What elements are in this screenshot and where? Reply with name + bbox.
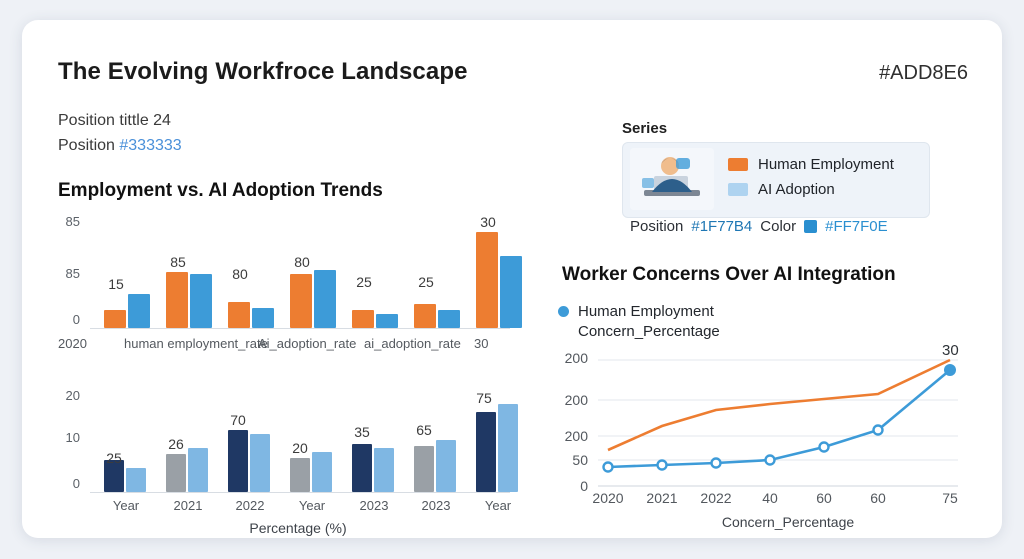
bar-b-light-1 (126, 468, 146, 492)
bar-b-dark-4 (290, 458, 310, 492)
bar-human-3 (228, 302, 250, 328)
legend-label-human: Human Employment (758, 156, 894, 173)
chart-a-cat-0: 2020 (58, 336, 87, 351)
chart-c-xtick-2: 2022 (700, 490, 732, 506)
bar-b-dark-7 (476, 412, 496, 492)
bar-human-1 (104, 310, 126, 328)
chart-b-xaxis (90, 492, 510, 493)
chart-c-xtick-6: 75 (942, 490, 958, 506)
chart-a-cat-2: Ai_adoption_rate (258, 336, 357, 351)
legend-entry-ai[interactable] (728, 181, 894, 198)
chart-b-label-2: 70 (230, 412, 246, 428)
legend-label-ai: AI Adoption (758, 181, 835, 198)
bar-human-6 (414, 304, 436, 328)
bar-ai-4 (314, 270, 336, 328)
position-hex-value: #333333 (119, 137, 182, 154)
bar-human-2 (166, 272, 188, 328)
bar-ai-2 (190, 274, 212, 328)
legend-color-label: Color (760, 218, 797, 235)
chart-b-label-4: 35 (354, 424, 370, 440)
legend-position-hex: #1F77B4 (691, 218, 753, 235)
page-title: The Evolving Workfroce Landscape (58, 58, 468, 85)
legend-swatch-ai-icon (728, 183, 748, 196)
chart-c-xtick-5: 60 (870, 490, 886, 506)
legend-position-label: Position (630, 218, 684, 235)
chart-a-label-0: 15 (108, 276, 124, 292)
chart-c-ytick-2: 200 (564, 428, 588, 444)
chart-a-label-2: 80 (232, 266, 248, 282)
chart-b-label-1: 26 (168, 436, 184, 452)
chart-b-xtick-5: 2023 (421, 498, 451, 513)
chart-a-cat-3: ai_adoption_rate (364, 336, 461, 351)
bar-human-5 (352, 310, 374, 328)
chart-c-legend-line2: Concern_Percentage (578, 323, 720, 340)
chart-b-ytick-0: 0 (72, 476, 80, 491)
chart-a-ytick-0: 0 (72, 312, 80, 327)
legend-color-hex: #FF7F0E (825, 218, 888, 235)
chart-c-legend[interactable] (558, 302, 720, 342)
chart-c-ytick-3: 200 (564, 392, 588, 408)
legend-color-swatch-icon (804, 220, 817, 233)
worker-illustration-icon (630, 148, 714, 210)
legend-entry-human[interactable] (728, 156, 894, 173)
bar-b-light-5 (374, 448, 394, 492)
bar-human-4 (290, 274, 312, 328)
bar-b-dark-2 (166, 454, 186, 492)
chart-b-ytick-2: 20 (65, 388, 80, 403)
chart-a-label-1: 85 (170, 254, 186, 270)
chart-b-xtick-4: 2023 (359, 498, 389, 513)
chart-b-xtick-3: Year (298, 498, 326, 513)
bar-b-dark-3 (228, 430, 248, 492)
chart-b-bars (90, 378, 510, 492)
chart-a-label-6: 30 (480, 214, 496, 230)
chart-c-ytick-0: 0 (580, 478, 588, 494)
legend-swatch-human-icon (728, 158, 748, 171)
position-label: Position (58, 137, 120, 154)
chart-b-xaxis-title: Percentage (%) (249, 520, 347, 536)
chart-a-label-3: 80 (294, 254, 310, 270)
chart-b-label-3: 20 (292, 440, 308, 456)
chart-c-ytick-1: 50 (572, 452, 588, 468)
chart-b-xtick-0: Year (112, 498, 140, 513)
bar-ai-3 (252, 308, 274, 328)
chart-a-label-4: 25 (356, 274, 372, 290)
position-color-text (58, 137, 182, 155)
chart-a-title: Employment vs. AI Adoption Trends (58, 180, 383, 201)
chart-a-plot (58, 212, 513, 352)
chart-a-cat-4: 30 (474, 336, 489, 351)
bar-ai-7 (500, 256, 522, 328)
bar-b-light-3 (250, 434, 270, 492)
bar-b-dark-5 (352, 444, 372, 492)
chart-c-svg (558, 342, 978, 497)
bar-b-light-2 (188, 448, 208, 492)
chart-b-xtick-6: Year (484, 498, 512, 513)
chart-c-legend-text (578, 302, 720, 342)
bar-ai-5 (376, 314, 398, 328)
chart-a-label-5: 25 (418, 274, 434, 290)
chart-c-xtick-4: 60 (816, 490, 832, 506)
chart-b-xtick-2: 2022 (235, 498, 265, 513)
series-heading: Series (622, 120, 668, 137)
bar-ai-1 (128, 294, 150, 328)
legend-entries (728, 156, 894, 206)
chart-b-label-0: 25 (106, 450, 122, 466)
chart-c-xaxis-title: Concern_Percentage (721, 514, 855, 530)
bar-b-light-6 (436, 440, 456, 492)
chart-b-ytick-1: 10 (65, 430, 80, 445)
legend-position-row (630, 218, 930, 235)
chart-c-plot (558, 342, 978, 530)
main-card (22, 20, 1002, 538)
chart-a-bars (90, 212, 510, 328)
chart-b-plot (58, 378, 513, 536)
chart-b-xtick-1: 2021 (173, 498, 203, 513)
chart-c-ytick-4: 200 (564, 350, 588, 366)
bar-b-light-7 (498, 404, 518, 492)
bar-b-light-4 (312, 452, 332, 492)
chart-a-xaxis (90, 328, 510, 329)
chart-c-xtick-1: 2021 (646, 490, 678, 506)
chart-a-cat-1: human employment_rate (124, 336, 268, 351)
chart-c-title: Worker Concerns Over AI Integration (562, 264, 896, 285)
chart-b-label-6: 75 (476, 390, 492, 406)
chart-c-annotation: 30 (942, 342, 959, 359)
position-title-text: Position tittle 24 (58, 112, 171, 129)
bar-human-7 (476, 232, 498, 328)
chart-b-label-5: 65 (416, 422, 432, 438)
chart-a-ytick-1: 85 (65, 266, 80, 281)
chart-c-xtick-3: 40 (762, 490, 778, 506)
chart-c-xtick-0: 2020 (592, 490, 624, 506)
bar-b-dark-6 (414, 446, 434, 492)
bar-ai-6 (438, 310, 460, 328)
hex-code-top-right: #ADD8E6 (879, 62, 968, 84)
chart-c-legend-line1: Human Employment (578, 303, 714, 320)
chart-a-ytick-2: 85 (65, 214, 80, 229)
legend-dot-icon (558, 306, 569, 317)
